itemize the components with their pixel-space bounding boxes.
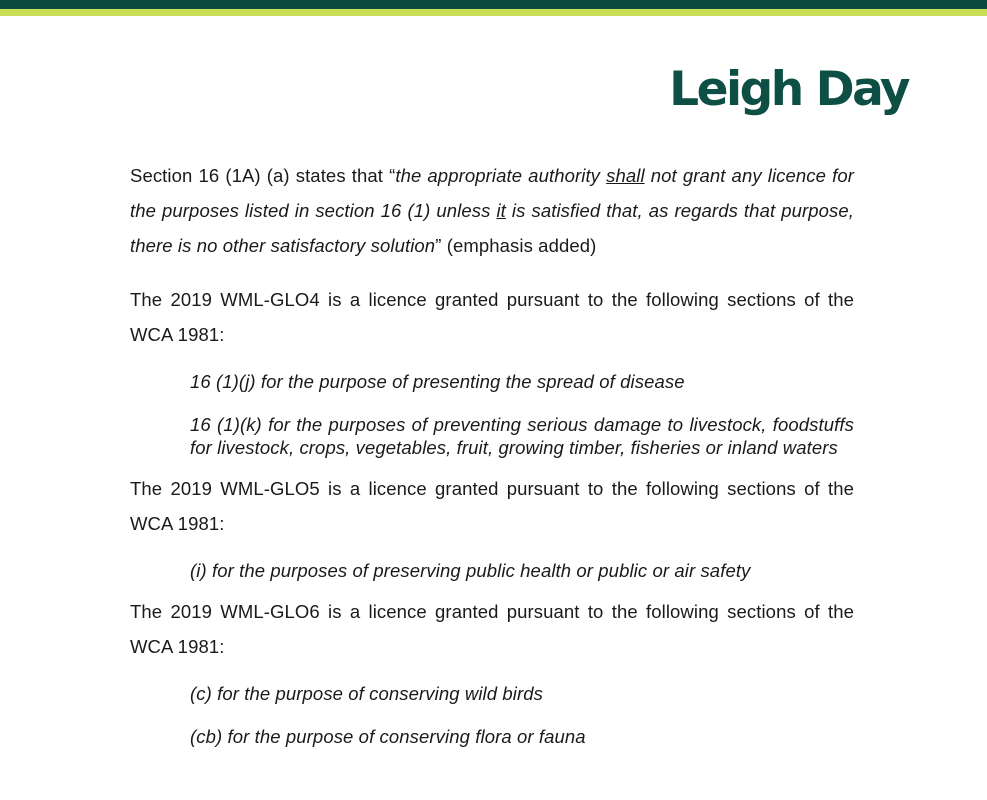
glo4-item-1: 16 (1)(j) for the purpose of presenting the spread of disease xyxy=(190,371,685,392)
glo4-item-2: 16 (1)(k) for the purposes of preventing serious damage to livestock, foodstuffs for livestock, crops, vegetables, fruit, growing timber, fisheries or inland waters xyxy=(190,414,854,458)
header-band-light xyxy=(0,9,987,16)
emphasis-it: it xyxy=(496,200,506,221)
paragraph-glo4: The 2019 WML-GLO4 is a licence granted pursuant to the following sections of the WCA 1981: xyxy=(130,289,854,345)
paragraph-glo6: The 2019 WML-GLO6 is a licence granted pursuant to the following sections of the WCA 1981: xyxy=(130,601,854,657)
glo6-item-2: (cb) for the purpose of conserving flora or fauna xyxy=(190,726,586,747)
glo5-item-1: (i) for the purposes of preserving public health or public or air safety xyxy=(190,560,751,581)
emphasis-shall: shall xyxy=(606,165,645,186)
paragraph-glo5: The 2019 WML-GLO5 is a licence granted pursuant to the following sections of the WCA 1981: xyxy=(130,478,854,534)
leigh-day-logo: Leigh Day xyxy=(669,62,908,117)
glo6-item-1: (c) for the purpose of conserving wild birds xyxy=(190,683,543,704)
header-band-dark xyxy=(0,0,987,9)
paragraph-section-16: Section 16 (1A) (a) states that “the appropriate authority shall not grant any licence for the purposes listed in section 16 (1) unless it is satisfied that, as regards that purpose, there is no other satisfactory solution” (emphasis added) xyxy=(130,165,854,256)
document-body xyxy=(130,158,854,748)
